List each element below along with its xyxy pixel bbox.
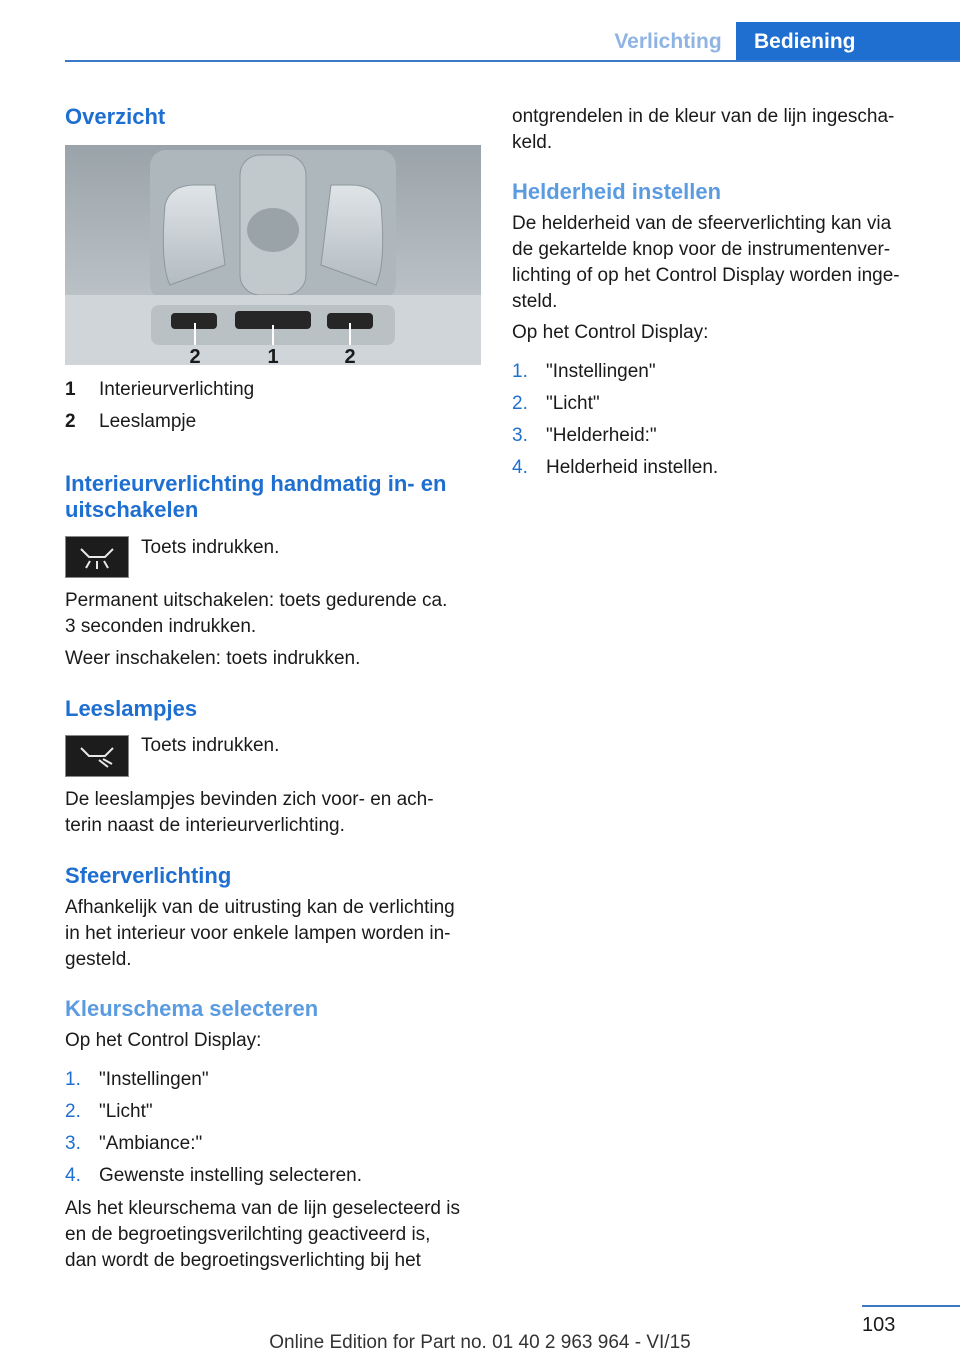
image-callout-2-left: 2: [189, 346, 201, 365]
brightness-p-line2: de gekartelde knop voor de instrumentenver-: [512, 239, 891, 260]
brightness-intro: Op het Control Display:: [512, 322, 709, 343]
list-text: "Helderheid:": [546, 425, 657, 446]
list-number: 3.: [65, 1133, 81, 1154]
color-scheme-intro: Op het Control Display:: [65, 1030, 262, 1051]
interior-p1-line2: 3 seconden indrukken.: [65, 616, 257, 637]
brightness-p-line1: De helderheid van de sfeerverlichting kan via: [512, 213, 892, 234]
list-number: 2.: [65, 1101, 81, 1122]
header-section-label: Verlichting: [614, 30, 722, 53]
reading-light-key-icon: [65, 735, 129, 777]
header-rule: [65, 60, 960, 62]
brightness-title: Helderheid instellen: [512, 179, 722, 204]
image-callout-1: 1: [267, 346, 279, 365]
color-scheme-p-line2: en de begroetingsverilchting geactiveerd is,: [65, 1224, 431, 1245]
color-scheme-title: Kleurschema selecteren: [65, 996, 319, 1021]
brightness-p-line4: steld.: [512, 291, 558, 312]
interior-light-symbol-icon: [66, 537, 128, 577]
footer-edition: Online Edition for Part no. 01 40 2 963 964 - VI/15: [269, 1332, 691, 1353]
legend-text: Leeslampje: [99, 411, 197, 432]
list-text: "Instellingen": [99, 1069, 209, 1090]
list-number: 3.: [512, 425, 528, 446]
list-number: 1.: [65, 1069, 81, 1090]
continuation-line2: keld.: [512, 132, 553, 153]
list-number: 2.: [512, 393, 528, 414]
list-text: "Licht": [546, 393, 600, 414]
image-callout-2-right: 2: [344, 346, 356, 365]
overhead-console-image: [65, 145, 481, 365]
reading-p1-line1: De leeslampjes bevinden zich voor- en ach-: [65, 789, 434, 810]
list-number: 4.: [65, 1165, 81, 1186]
brightness-p-line3: lichting of op het Control Display worden inge-: [512, 265, 900, 286]
reading-lights-title: Leeslampjes: [65, 696, 198, 721]
footer-rule: [862, 1305, 960, 1307]
list-text: "Instellingen": [546, 361, 656, 382]
interior-p1-line1: Permanent uitschakelen: toets gedurende ca.: [65, 590, 448, 611]
list-text: Helderheid instellen.: [546, 457, 719, 478]
ambient-p1-line2: in het interieur voor enkele lampen worden in-: [65, 923, 451, 944]
continuation-line1: ontgrendelen in de kleur van de lijn ingescha-: [512, 106, 895, 127]
legend-text: Interieurverlichting: [99, 379, 255, 400]
reading-p1-line2: terin naast de interieurverlichting.: [65, 815, 345, 836]
color-scheme-p-line1: Als het kleurschema van de lijn geselecteerd is: [65, 1198, 460, 1219]
header-chapter-tab: Bediening: [736, 22, 960, 62]
interior-light-title-line1: Interieurverlichting handmatig in- en: [65, 471, 447, 496]
list-text: Gewenste instelling selecteren.: [99, 1165, 362, 1186]
interior-p2: Weer inschakelen: toets indrukken.: [65, 648, 361, 669]
ambient-light-title: Sfeerverlichting: [65, 863, 232, 888]
legend-number: 2: [65, 411, 76, 432]
interior-light-key-icon: [65, 536, 129, 578]
list-number: 1.: [512, 361, 528, 382]
interior-light-title-line2: uitschakelen: [65, 497, 199, 522]
list-number: 4.: [512, 457, 528, 478]
ambient-p1-line3: gesteld.: [65, 949, 132, 970]
legend-number: 1: [65, 379, 76, 400]
list-text: "Licht": [99, 1101, 153, 1122]
interior-key-instruction: Toets indrukken.: [141, 537, 280, 558]
reading-key-instruction: Toets indrukken.: [141, 735, 280, 756]
overview-title: Overzicht: [65, 104, 166, 129]
ambient-p1-line1: Afhankelijk van de uitrusting kan de verlichting: [65, 897, 455, 918]
page-number: 103: [862, 1314, 896, 1336]
color-scheme-p-line3: dan wordt de begroetingsverlichting bij het: [65, 1250, 421, 1271]
list-text: "Ambiance:": [99, 1133, 203, 1154]
reading-light-symbol-icon: [66, 736, 128, 776]
overhead-console-illustration: [65, 145, 481, 365]
